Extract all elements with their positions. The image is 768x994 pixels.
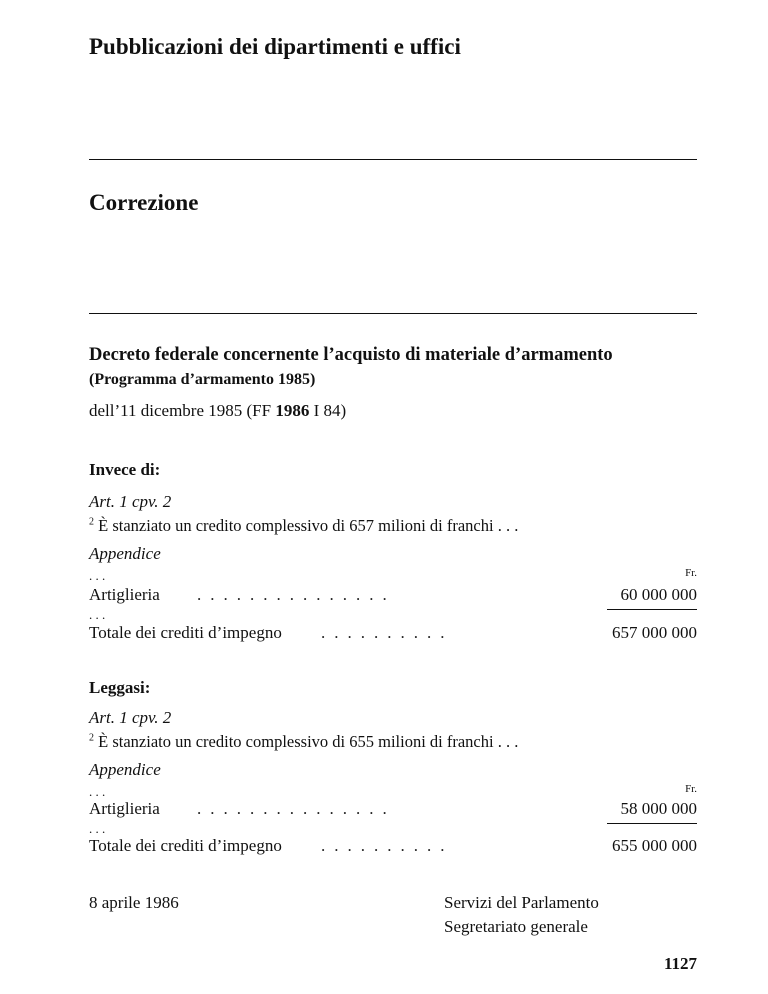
leggasi-sup: 2 — [89, 732, 94, 744]
invece-row2-label: Totale dei crediti d’impegno — [89, 623, 282, 642]
section-divider — [89, 313, 697, 314]
leggasi-sum-rule — [607, 823, 697, 824]
decree-ref-year: 1986 — [275, 401, 310, 420]
invece-row2-leader: .......... — [321, 623, 454, 642]
leggasi-text — [89, 732, 518, 752]
invece-row1-leader: ............... — [197, 585, 396, 604]
leggasi-appendix: Appendice — [89, 760, 161, 779]
leggasi-row1-value: 58 000 000 — [620, 799, 697, 818]
decree-subtitle: (Programma d’armamento 1985) — [89, 371, 316, 388]
decree-title: Decreto federale concernente l’acquisto di materiale d’armamento — [89, 345, 613, 365]
leggasi-text-body: È stanziato un credito complessivo di 655 milioni di franchi . . . — [98, 732, 519, 751]
page-header-title: Pubblicazioni dei dipartimenti e uffici — [89, 34, 461, 59]
leggasi-article: Art. 1 cpv. 2 — [89, 708, 172, 727]
leggasi-row1-leader: ............... — [197, 799, 396, 818]
invece-row2-value: 657 000 000 — [612, 623, 697, 642]
invece-text — [89, 516, 518, 536]
leggasi-row1-label: Artiglieria — [89, 799, 160, 818]
leggasi-ellipsis-mid: . . . — [89, 821, 106, 836]
decree-ref-rest: I 84) — [309, 401, 347, 420]
signature-line-1: Servizi del Parlamento — [444, 893, 599, 912]
invece-sum-rule — [607, 609, 697, 610]
decree-date — [89, 401, 346, 421]
leggasi-currency: Fr. — [685, 783, 697, 795]
invece-ellipsis-top: . . . — [89, 568, 106, 583]
header-divider — [89, 159, 697, 160]
section-title: Correzione — [89, 190, 199, 215]
decree-date-prefix: dell’11 dicembre 1985 (FF — [89, 401, 276, 420]
leggasi-row2-leader: .......... — [321, 836, 454, 855]
footer-date: 8 aprile 1986 — [89, 893, 179, 912]
leggasi-heading: Leggasi: — [89, 678, 151, 697]
invece-row1-label: Artiglieria — [89, 585, 160, 604]
leggasi-row2-value: 655 000 000 — [612, 836, 697, 855]
invece-row1-value: 60 000 000 — [620, 585, 697, 604]
leggasi-row2-label: Totale dei crediti d’impegno — [89, 836, 282, 855]
invece-ellipsis-mid: . . . — [89, 607, 106, 622]
leggasi-ellipsis-top: . . . — [89, 784, 106, 799]
invece-text-body: È stanziato un credito complessivo di 657 milioni di franchi . . . — [98, 516, 519, 535]
signature-line-2: Segretariato generale — [444, 917, 588, 936]
invece-sup: 2 — [89, 516, 94, 528]
page-number: 1127 — [663, 954, 697, 973]
invece-heading: Invece di: — [89, 460, 161, 479]
invece-article: Art. 1 cpv. 2 — [89, 492, 172, 511]
invece-appendix: Appendice — [89, 544, 161, 563]
invece-currency: Fr. — [685, 567, 697, 579]
